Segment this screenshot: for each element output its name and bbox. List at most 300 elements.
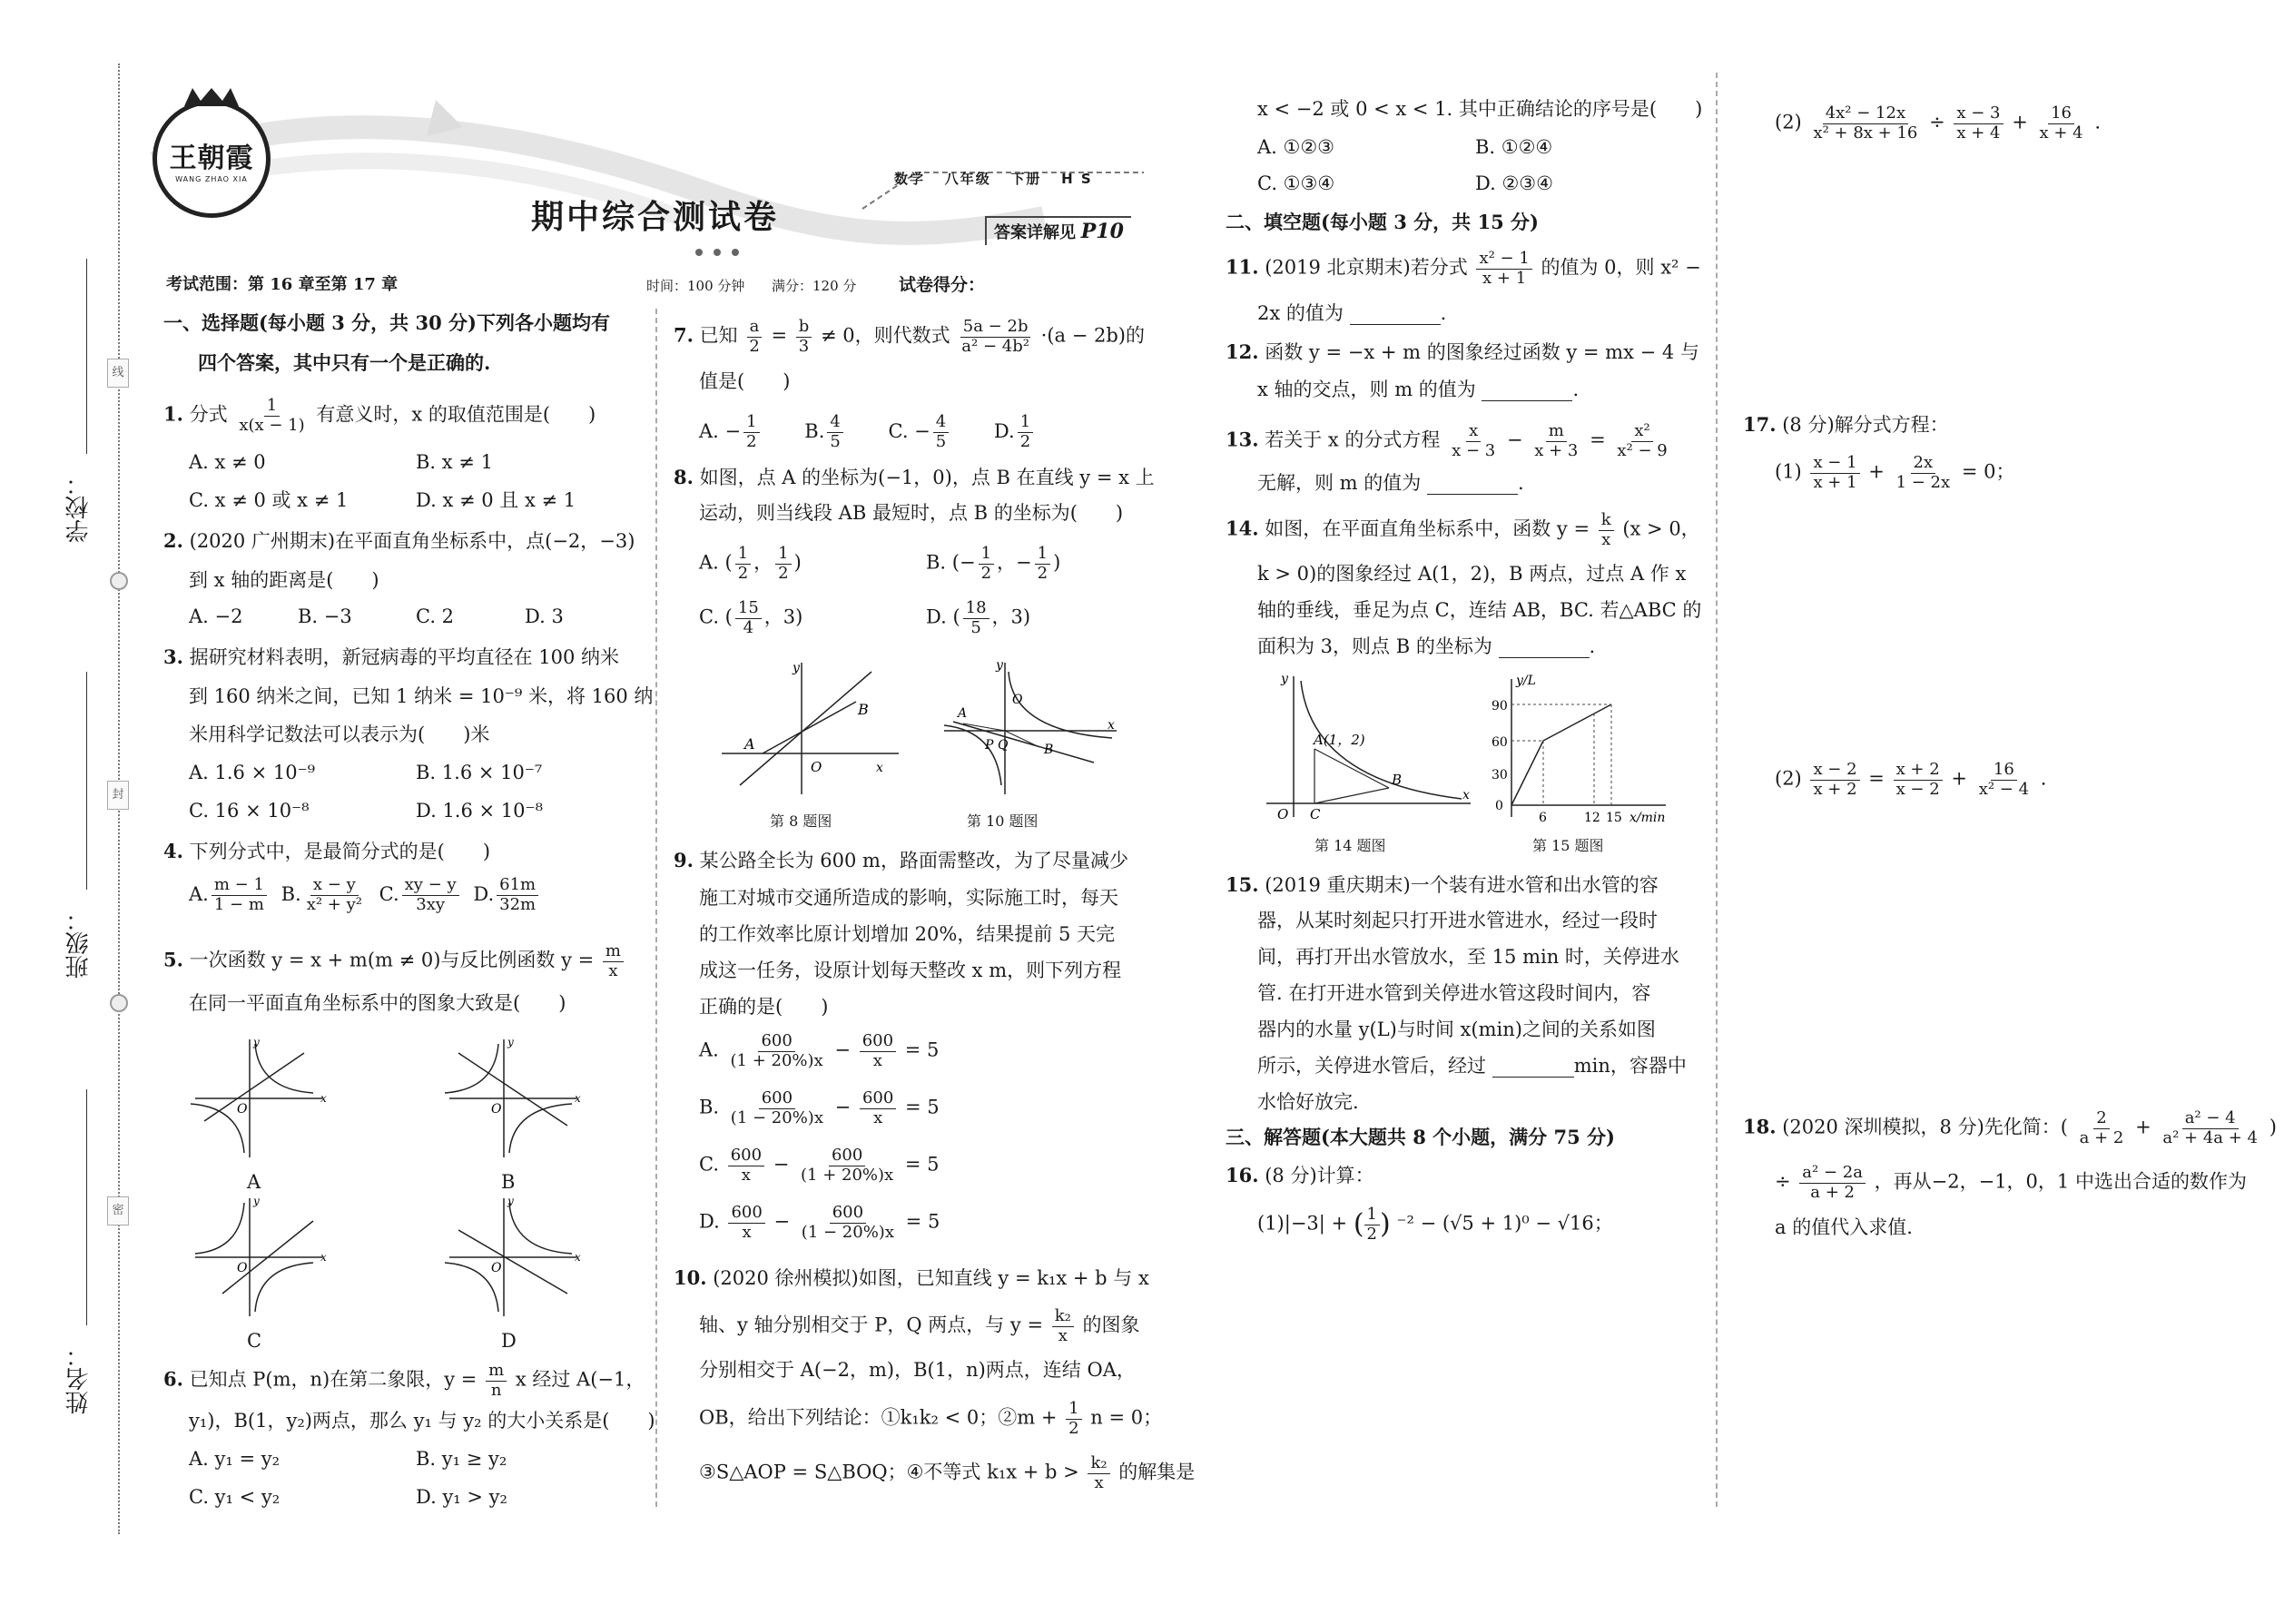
q15-text: 所示，关停进水管后，经过 [1257,1055,1486,1077]
option-label: C. [699,1153,719,1176]
q10-text: (2020 徐州模拟)如图，已知直线 y = k₁x + b 与 x [713,1267,1149,1289]
numerator: 600 [728,1204,764,1224]
numerator: 2 [2093,1109,2109,1129]
q2-option-b[interactable]: B. −3 [298,605,352,627]
minus-sign: − [773,1210,791,1233]
divide-sign: ÷ [1775,1170,1791,1193]
q11-answer-blank[interactable] [1350,306,1441,325]
q3-option-b[interactable]: B. 1.6 × 10⁻⁷ [416,762,543,783]
q7-option-c[interactable] [888,412,952,451]
numerator: 1 [1035,545,1050,565]
q2-text: (2020 广州期末)在平面直角坐标系中，点(−2，−3) [189,530,635,552]
point-p-label: P [985,738,994,753]
paren: ) [793,551,802,574]
q13-number: 13. [1226,428,1259,451]
q1-number: 1. [163,402,183,426]
paren: ，3) [991,605,1031,628]
q3-stem-line1 [163,645,619,669]
q14-stem-line4 [1257,635,1595,658]
denominator: 2 [737,563,749,583]
section-3-title: 三、解答题(本大题共 8 个小题，满分 75 分) [1226,1126,1615,1148]
q6-option-d[interactable]: D. y₁ > y₂ [416,1486,507,1508]
rhs: = 5 [905,1210,940,1233]
q13-answer-blank[interactable] [1427,476,1518,495]
brand-logo [153,100,271,218]
q10-number: 10. [674,1266,707,1289]
denominator: x + 2 [1813,779,1857,799]
tick-15: 15 [1606,811,1622,825]
numerator: 15 [735,599,762,619]
q4-option-b[interactable] [281,875,368,914]
q6-option-c[interactable]: C. y₁ < y₂ [189,1486,281,1508]
q1-option-a[interactable]: A. x ≠ 0 [189,451,266,473]
denominator: x² − 9 [1617,440,1668,460]
binding-hole-icon [110,994,128,1012]
exam-time: 时间：100 分钟 [646,278,745,294]
point-a-label: A [744,735,755,753]
option-label: C. [379,882,399,905]
school-field[interactable] [86,259,87,454]
period: . [1517,472,1524,494]
tick-12: 12 [1584,811,1600,825]
q7-options [699,413,1036,451]
q18-number: 18. [1743,1115,1777,1138]
q16-part1-text: (1)|−3| + [1257,1212,1348,1235]
numerator: 18 [963,599,989,619]
equals-sign: = [1868,767,1885,790]
q12-answer-blank[interactable] [1482,382,1572,401]
denominator: x [741,1165,751,1185]
q13-stem-line1 [1226,422,1673,460]
q15-stem-line6 [1257,1055,1687,1078]
denominator: a + 2 [1810,1182,1855,1202]
q7-option-b[interactable] [804,412,846,451]
q5-graph-b[interactable] [440,1035,586,1171]
x-axis-label: x [876,761,883,775]
denominator: 2 [980,563,992,583]
q10-text: n = 0； [1090,1406,1163,1429]
column-divider [655,309,657,1507]
q4-option-c[interactable] [379,875,462,914]
minus-sign: − [773,1153,790,1176]
q16-part2-answer-area[interactable] [1743,163,2251,399]
q10-text: 的解集是 [1118,1461,1196,1483]
q3-option-a[interactable]: A. 1.6 × 10⁻⁹ [189,762,316,783]
period: . [2040,767,2047,790]
q8-stem-line1 [674,466,1155,489]
q5-graph-a[interactable] [186,1035,331,1171]
option-label: A. [699,1038,719,1061]
q1-option-b[interactable]: B. x ≠ 1 [416,451,493,473]
answer-note-text: 答案详解见 [994,223,1076,242]
q14-stem-line2: k > 0)的图象经过 A(1，2)，B 两点，过点 A 作 x [1257,563,1687,585]
q6-stem-line2: y₁)，B(1，y₂)两点，那么 y₁ 与 y₂ 的大小关系是( ) [189,1410,655,1432]
origin-label: O [1012,693,1023,707]
q16-part2 [1775,104,2101,143]
q18-stem-line2 [1775,1164,2247,1202]
brand-sub: WANG ZHAO XIA [175,174,248,183]
numerator: 61m [497,876,538,896]
origin-label: O [491,1261,502,1275]
point-c-label: C [1310,806,1321,822]
class-field[interactable] [86,672,87,890]
period: . [1572,379,1580,400]
q1-text: 有意义时，x 的取值范围是( ) [316,403,596,426]
q3-option-c[interactable]: C. 16 × 10⁻⁸ [189,800,310,822]
q2-option-a[interactable]: A. −2 [189,605,243,627]
crown-icon [184,88,239,106]
denominator: x − 2 [1895,779,1940,799]
fig10-caption: 第 10 题图 [967,812,1039,830]
q8-option-b[interactable] [926,545,1060,583]
q1-option-c[interactable]: C. x ≠ 0 或 x ≠ 1 [189,489,349,511]
numerator: 4x² − 12x [1823,104,1908,124]
numerator: 600 [759,1089,795,1109]
q8-option-d[interactable] [926,599,1030,637]
q18-answer-area[interactable] [1743,1257,2251,1511]
rhs: = 5 [904,1038,940,1061]
q8-text: 如图，点 A 的坐标为(−1，0)，点 B 在直线 y = x 上 [699,467,1155,488]
numerator: 600 [860,1089,896,1109]
numerator: x² − 1 [1476,250,1531,270]
exam-scope: 考试范围：第 16 章至第 17 章 [166,275,399,294]
plus-sign: + [1868,460,1885,483]
q12-text: 函数 y = −x + m 的图象经过函数 y = mx − 4 与 [1265,341,1699,363]
numerator: 2x [1911,454,1936,474]
score-label: 试卷得分： [899,275,986,295]
q2-option-d[interactable]: D. 3 [525,605,564,627]
fig14-caption: 第 14 题图 [1314,837,1386,854]
y-axis-label: y [996,658,1003,673]
numerator: 1 [264,397,280,417]
denominator: 3xy [416,894,446,914]
option-label: A. ( [699,551,733,574]
q4-option-d[interactable] [473,875,541,914]
q10-option-d[interactable]: D. ②③④ [1475,172,1553,194]
denominator: x [742,1222,752,1242]
x-axis-label: x [575,1251,581,1264]
brand-name: 王朝霞 [169,142,254,174]
numerator: 600 [860,1032,896,1052]
numerator: a [747,318,763,338]
fig8-caption: 第 8 题图 [770,812,832,830]
option-label: B. (− [926,551,976,574]
school-label: 学校： [65,472,93,543]
denominator: 3 [798,336,810,356]
option-label: D. [993,419,1015,442]
q9-stem-line1 [674,849,1128,872]
denominator: x [1601,529,1611,549]
q2-number: 2. [163,529,183,552]
q10-option-a[interactable]: A. ①②③ [1257,136,1334,158]
q6-option-b[interactable]: B. y₁ ≥ y₂ [416,1448,507,1470]
denominator: 2 [746,431,757,451]
option-label: C. − [888,419,930,442]
q18-stem-line1 [1743,1109,2277,1147]
numerator: 1 [979,545,994,565]
q17-part1 [1775,454,2014,492]
q1-fraction [236,397,307,435]
numerator: k₂ [1088,1454,1109,1474]
q9-stem-line3: 的工作效率比原计划增加 20%，结果提前 5 天完 [699,923,1116,945]
option-label: A. − [699,419,742,442]
x-axis-label: x/min [1629,811,1666,825]
numerator: x [1466,422,1481,442]
denominator: 2 [1037,563,1049,583]
denominator: 1 − 2x [1895,472,1951,492]
name-field[interactable] [86,1089,87,1325]
q1-option-d[interactable]: D. x ≠ 0 且 x ≠ 1 [416,489,576,511]
q7-option-d[interactable] [993,412,1036,451]
numerator: 600 [830,1204,866,1224]
q6-text: 已知点 P(m，n)在第二象限，y = [189,1368,478,1391]
q10-stem-line5 [699,1454,1195,1492]
q9-option-d[interactable] [699,1204,940,1242]
numerator: 1 [1018,413,1033,433]
origin-label: O [811,759,822,775]
numerator: 600 [829,1147,865,1166]
y-axis-label: y [1281,672,1288,686]
q6-option-a[interactable]: A. y₁ = y₂ [189,1448,281,1470]
q9-stem-line4: 成这一任务，设原计划每天整改 x m，则下列方程 [699,960,1122,981]
minus-sign: − [834,1096,852,1118]
q10-text: ③S△AOP = S△BOQ；④不等式 k₁x + b > [699,1461,1079,1483]
point-q-label: Q [998,738,1009,753]
numerator: 5a − 2b [960,318,1031,338]
q17-part2-label: (2) [1775,767,1802,790]
denominator: 2 [778,563,789,583]
q7-text: 已知 [699,324,738,347]
point-b-label: B [858,701,869,718]
q10-option-c[interactable]: C. ①③④ [1257,172,1335,194]
column-divider [1716,73,1718,1507]
equals-sign: = [771,324,788,347]
q14-stem-line1 [1226,511,1700,549]
q10-stem-line6: x < −2 或 0 < x < 1. 其中正确结论的序号是( ) [1257,98,1703,120]
q15-stem-line5: 器内的水量 y(L)与时间 x(min)之间的关系如图 [1257,1019,1656,1040]
numerator: m [486,1362,507,1382]
option-label: B. [281,882,301,905]
option-label: B. [804,419,825,442]
q5-graph-c[interactable] [186,1194,331,1330]
q9-stem-line2: 施工对城市交通所造成的影响，实际施工时，每天 [699,887,1118,909]
y-axis-label: y [507,1036,514,1048]
numerator: xy − y [402,876,459,896]
numerator: x − 1 [1810,454,1859,474]
q4-text: 下列分式中，是最简分式的是( ) [189,841,491,862]
q6-number: 6. [163,1367,183,1391]
q5-text: 一次函数 y = x + m(m ≠ 0)与反比例函数 y = [189,949,595,971]
q4-option-a[interactable] [189,875,270,914]
q2-option-c[interactable]: C. 2 [416,605,455,627]
q8-option-c[interactable] [699,599,802,637]
comma: ，− [997,551,1032,574]
fig15-caption: 第 15 题图 [1532,837,1604,854]
denominator: x [872,1050,882,1070]
x-axis-label: x [575,1092,581,1105]
q1-text: 分式 [189,403,228,426]
numerator: m [1546,422,1567,442]
numerator: 1 [1364,1206,1380,1225]
edition-tag: H S [1061,171,1093,187]
q16-answer-area[interactable] [1226,1262,1698,1507]
period: . [1440,302,1447,324]
q7-option-a[interactable] [699,412,763,451]
denominator: 32m [499,894,537,914]
q7-text: ≠ 0，则代数式 [820,324,950,347]
numerator: 1 [735,545,751,565]
q17-part2-answer-area[interactable] [1743,817,2251,1089]
q14-stem-line3: 轴的垂线，垂足为点 C，连结 AB，BC. 若△ABC 的 [1257,599,1702,621]
q13-stem-line2 [1257,472,1524,495]
seal-line: 线 [107,359,129,388]
y-axis-label: y [507,1195,514,1207]
q18-stem-line3: a 的值代入求值. [1775,1216,1913,1238]
q10-stem-line1 [674,1266,1149,1290]
denominator: (1 + 20%)x [801,1165,894,1185]
denominator: 5 [970,617,981,637]
q11-number: 11. [1226,255,1259,279]
denominator: x² + 8x + 16 [1813,123,1918,143]
rhs: = 0； [1961,460,2015,483]
denominator: x² + y² [306,894,362,914]
q15-text: min，容器中 [1573,1055,1687,1077]
q14-answer-blank[interactable] [1499,639,1590,658]
denominator: x² − 4 [1978,779,2030,799]
q9-text: 某公路全长为 600 m，路面需整改，为了尽量减少 [699,850,1128,871]
equals-sign: = [1590,428,1606,451]
q9-stem-line5: 正确的是( ) [699,996,829,1018]
grade-tag: 八年级 [944,171,991,187]
tick-60: 60 [1492,735,1508,750]
plus-sign: + [2135,1116,2151,1138]
q4-number: 4. [163,840,183,862]
paren: ，3) [763,605,803,628]
numerator: b [796,318,812,338]
y-axis-label: y [253,1036,260,1048]
q15-number: 15. [1226,873,1259,896]
paren: ) [2269,1116,2277,1138]
denominator: (1 − 20%)x [801,1222,894,1242]
q15-answer-blank[interactable] [1492,1058,1574,1078]
minus-sign: − [834,1038,852,1061]
q16-text: (8 分)计算： [1265,1165,1374,1186]
q5-graph-c-label: C [247,1330,262,1352]
q12-stem-line1 [1226,340,1699,364]
q14-text: 面积为 3，则点 B 的坐标为 [1257,635,1492,657]
q17-stem [1743,413,1949,437]
q7-stem-line2: 值是( ) [699,370,791,392]
denominator: x + 1 [1813,472,1857,492]
denominator: x [1058,1325,1068,1345]
q9-option-a[interactable] [699,1032,939,1070]
q16-number: 16. [1226,1164,1259,1186]
numerator: m [603,942,624,962]
q9-option-c[interactable] [699,1147,940,1185]
denominator: n [490,1380,502,1400]
denominator: a + 2 [2079,1127,2124,1147]
q8-option-a[interactable] [699,545,802,583]
origin-label: O [237,1261,248,1275]
y-axis-label: y/L [1516,674,1536,688]
answer-note [985,216,1131,245]
q12-stem-line2 [1257,379,1579,401]
q10-stem-line3: 分别相交于 A(−2，m)，B(1，n)两点，连结 OA， [699,1359,1136,1381]
rhs: = 5 [905,1096,940,1118]
denominator: 1 − m [213,894,264,914]
q8-stem-line2: 运动，则当线段 AB 最短时，点 B 的坐标为( ) [699,502,1124,524]
origin-label: O [491,1102,502,1117]
q13-text: 若关于 x 的分式方程 [1265,428,1441,451]
point-b-label: B [1044,743,1054,757]
denominator: x [873,1107,883,1127]
q4-options [189,876,541,914]
answer-page: P10 [1080,220,1124,243]
rhs: = 5 [904,1153,940,1176]
q7-number: 7. [674,323,694,347]
q7-stem-line1 [674,318,1145,356]
q14-text: (x > 0， [1622,517,1700,540]
q9-option-b[interactable] [699,1089,940,1127]
binding-hole-icon [110,572,128,590]
numerator: 600 [728,1147,764,1166]
denominator: a² + 4a + 4 [2162,1127,2258,1147]
q18-text: (2020 深圳模拟，8 分)先化简：( [1782,1116,2068,1138]
plus-sign: + [1951,767,1967,790]
denominator: 5 [830,431,841,451]
numerator: k [1599,511,1614,531]
denominator: x(x − 1) [239,415,305,435]
q12-text: x 轴的交点，则 m 的值为 [1257,379,1476,400]
point-b-label: B [1392,772,1403,788]
q5-stem-line1 [163,942,626,980]
numerator: m − 1 [212,876,267,896]
numerator: 1 [775,545,791,565]
q17-number: 17. [1743,413,1777,436]
q16-part1: (1)|−3| + ( $\frac{1}{2}$ ) ⁻² − (√5 + 1)⁰ − √16； [1257,1205,1613,1244]
numerator: 1 [1066,1400,1081,1420]
section-1-title: 一、选择题(每小题 3 分，共 30 分)下列各小题均有 [163,311,610,334]
x-axis-label: x [1108,718,1115,733]
q10-text: OB，给出下列结论：①k₁k₂ < 0；②m + [699,1406,1058,1429]
q15-stem-line7: 水恰好放完. [1257,1091,1359,1113]
denominator: x + 4 [2039,123,2083,143]
origin-label: O [237,1102,248,1117]
period: . [2094,111,2101,133]
q3-option-d[interactable]: D. 1.6 × 10⁻⁸ [416,800,544,822]
y-axis-label: y [253,1195,260,1207]
q9-number: 9. [674,849,694,871]
denominator: 4 [743,617,754,637]
q10-text: 的图象 [1082,1314,1140,1336]
name-label: 姓名： [65,1343,93,1414]
divide-sign: ÷ [1929,111,1945,133]
q15-stem-line2: 器，从某时刻起只打开进水管进水，经过一段时 [1257,910,1658,931]
q10-option-b[interactable]: B. ①②④ [1475,136,1553,158]
y-axis-label: y [793,661,800,675]
option-label: C. ( [699,605,733,628]
q3-stem-line2: 到 160 纳米之间，已知 1 纳米 = 10⁻⁹ 米，将 160 纳 [189,685,654,707]
option-label: D. [699,1210,720,1233]
denominator: 2 [1068,1418,1079,1438]
section-1-desc: 四个答案，其中只有一个是正确的. [198,351,491,374]
numerator: 16 [2048,104,2074,124]
q11-text: 的值为 0，则 x² − [1541,256,1701,279]
q17-part1-answer-area[interactable] [1743,508,2251,744]
denominator: x − 3 [1452,440,1496,460]
numerator: x − y [310,876,359,896]
q5-graph-d[interactable] [440,1194,586,1330]
